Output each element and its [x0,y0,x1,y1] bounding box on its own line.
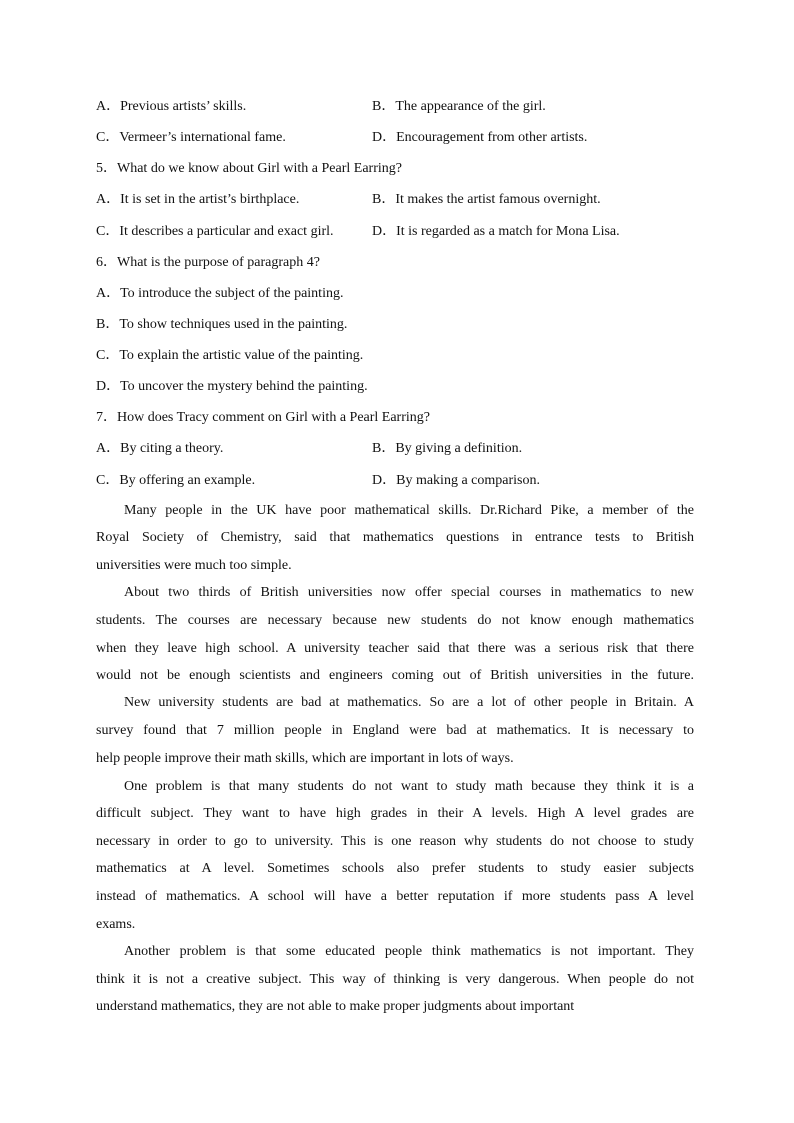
q4-option-b[interactable]: B．The appearance of the girl. [372,99,546,114]
passage-p4-line-2: difficult subject. They want to have high grades in their A levels. High A level grades are [96,806,694,821]
passage-p2-line-2: students. The courses are necessary because new students do not know enough mathematics [96,613,694,628]
q5-option-c[interactable]: C．It describes a particular and exact girl. [96,224,334,239]
q6-option-a[interactable]: A．To introduce the subject of the painting. [96,286,344,301]
q7-question: 7．How does Tracy comment on Girl with a Pearl Earring? [96,410,430,425]
passage-p2-line-3: when they leave high school. A university teacher said that there was a serious risk that there [96,641,694,656]
q6-question: 6．What is the purpose of paragraph 4? [96,255,320,270]
q6-option-d[interactable]: D．To uncover the mystery behind the painting. [96,379,368,394]
q4-option-c[interactable]: C．Vermeer’s international fame. [96,130,286,145]
q7-option-d[interactable]: D．By making a comparison. [372,473,540,488]
passage-p4-line-6: exams. [96,917,136,932]
passage-p4-line-3: necessary in order to go to university. This is one reason why students do not choose to study [96,834,694,849]
q7-option-a[interactable]: A．By citing a theory. [96,441,224,456]
passage-p3-line-3: help people improve their math skills, which are important in lots of ways. [96,751,514,766]
passage-p4-line-1: One problem is that many students do not want to study math because they think it is a [124,779,694,794]
q4-options-row-1 [96,97,696,117]
passage-p3-line-1: New university students are bad at mathematics. So are a lot of other people in Britain. A [124,695,694,710]
q7-options-row-1 [96,439,696,459]
q5-option-a[interactable]: A．It is set in the artist’s birthplace. [96,192,300,207]
q5-question: 5．What do we know about Girl with a Pearl Earring? [96,161,402,176]
passage-p2-line-1: About two thirds of British universities now offer special courses in mathematics to new [124,585,694,600]
passage-p2-line-4: would not be enough scientists and engineers coming out of British universities in the future. [96,668,694,683]
passage-p4-line-5: instead of mathematics. A school will have a better reputation if more students pass A level [96,889,694,904]
q5-option-d[interactable]: D．It is regarded as a match for Mona Lisa. [372,224,620,239]
q4-option-a[interactable]: A．Previous artists’ skills. [96,99,247,114]
passage-p3-line-2: survey found that 7 million people in England were bad at mathematics. It is necessary to [96,723,694,738]
q6-option-b[interactable]: B．To show techniques used in the painting. [96,317,348,332]
q4-option-d[interactable]: D．Encouragement from other artists. [372,130,588,145]
passage-p1-line-1: Many people in the UK have poor mathematical skills. Dr.Richard Pike, a member of the [124,503,694,518]
q7-option-b[interactable]: B．By giving a definition. [372,441,523,456]
passage-p1-line-2: Royal Society of Chemistry, said that mathematics questions in entrance tests to British [96,530,694,545]
q4-options-row-2 [96,128,696,148]
q7-option-c[interactable]: C．By offering an example. [96,473,256,488]
q6-option-c[interactable]: C．To explain the artistic value of the painting. [96,348,364,363]
passage-p5-line-2: think it is not a creative subject. This way of thinking is very dangerous. When people do not [96,972,694,987]
q7-options-row-2 [96,471,696,491]
passage-p5-line-3: understand mathematics, they are not able to make proper judgments about important [96,999,575,1014]
q5-options-row-1 [96,190,696,210]
passage-p1-line-3: universities were much too simple. [96,558,292,573]
passage-p4-line-4: mathematics at A level. Sometimes schools also prefer students to study easier subjects [96,861,694,876]
passage-p5-line-1: Another problem is that some educated people think mathematics is not important. They [124,944,694,959]
q5-option-b[interactable]: B．It makes the artist famous overnight. [372,192,601,207]
q5-options-row-2 [96,222,696,242]
